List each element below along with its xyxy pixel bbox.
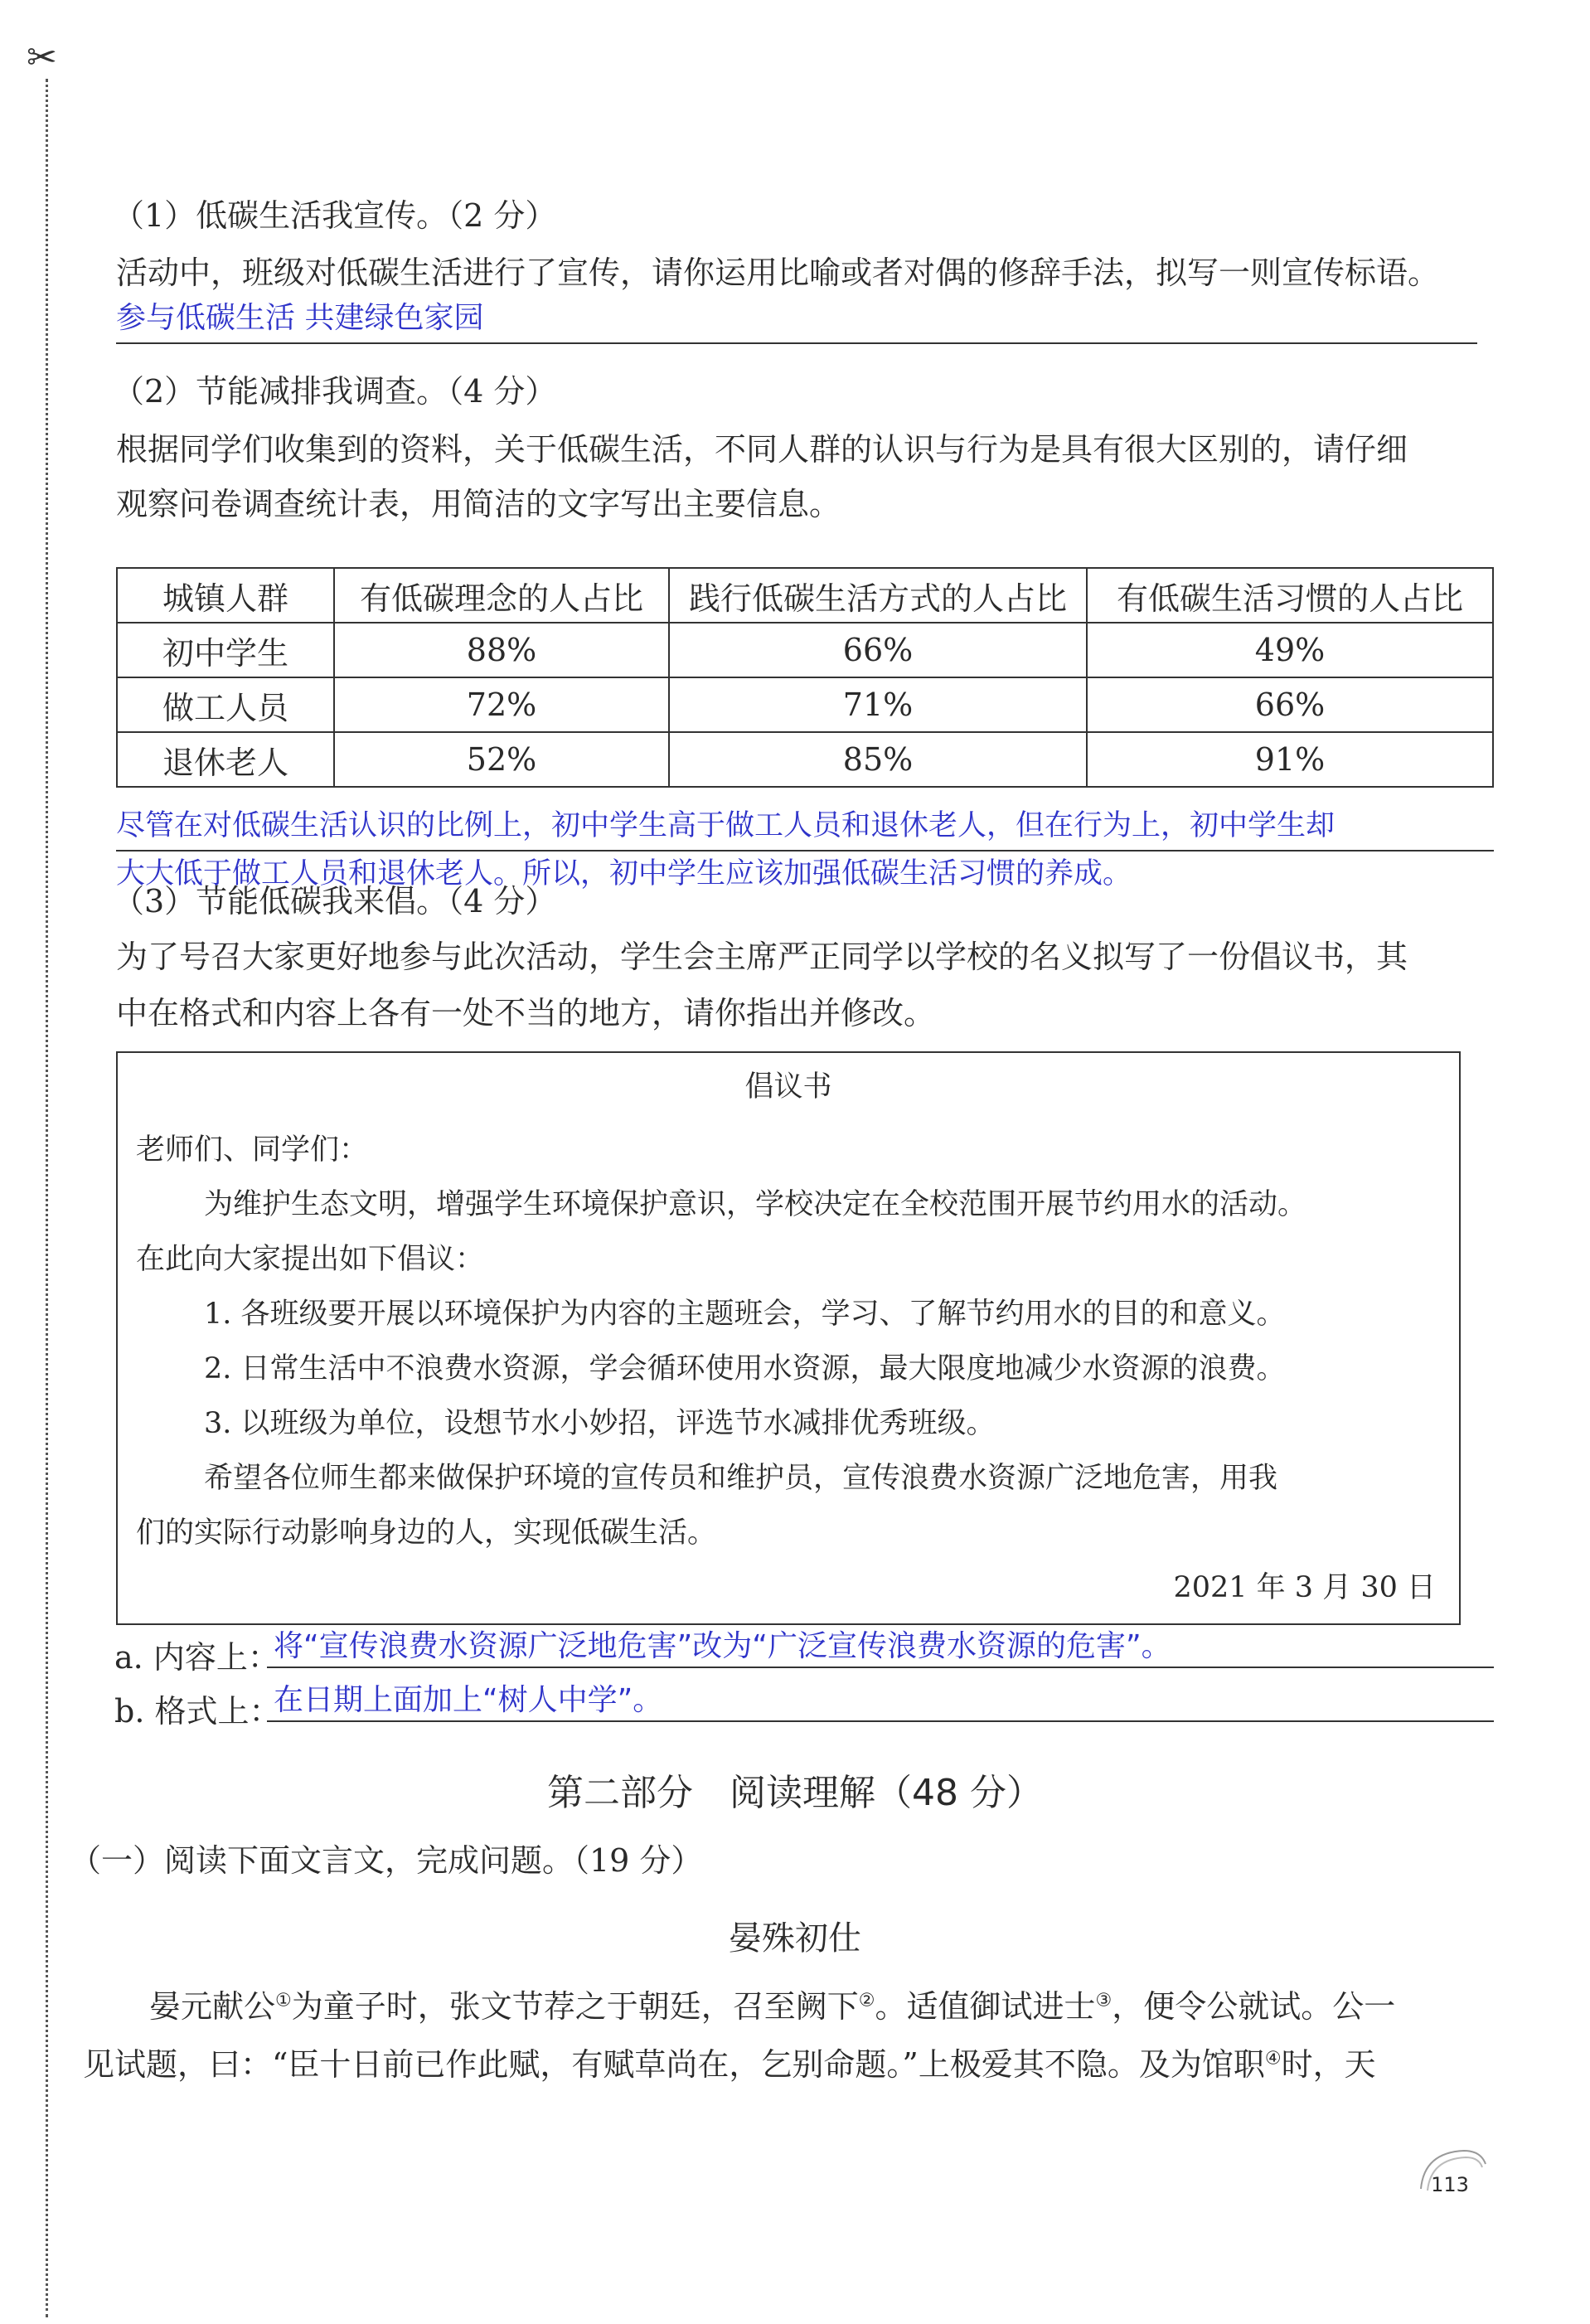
page-number: 113 bbox=[1431, 2173, 1469, 2196]
q3-b-answer: 在日期上面加上“树人中学”。 bbox=[274, 1683, 663, 1717]
q1-prompt: 活动中，班级对低碳生活进行了宣传，请你运用比喻或者对偶的修辞手法，拟写一则宣传标语。 bbox=[116, 255, 1440, 291]
table-cell: 72% bbox=[334, 677, 669, 732]
part2-heading: 第二部分 阅读理解（48 分） bbox=[547, 1772, 1043, 1814]
proposal-letter-box bbox=[116, 1051, 1461, 1625]
scissors-icon: ✂ bbox=[27, 36, 57, 79]
q2-answer-line1: 尽管在对低碳生活认识的比例上，初中学生高于做工人员和退休老人，但在行为上，初中学生却 bbox=[116, 809, 1336, 842]
letter-item1: 1. 各班级要开展以环境保护为内容的主题班会，学习、了解节约用水的目的和意义。 bbox=[204, 1298, 1286, 1331]
table-cell: 初中学生 bbox=[117, 623, 334, 677]
letter-salutation: 老师们、同学们： bbox=[136, 1133, 369, 1167]
q3-b-rule bbox=[267, 1720, 1494, 1722]
footnote-marker: ② bbox=[858, 1990, 875, 2011]
cut-line bbox=[46, 79, 48, 2317]
footnote-marker: ④ bbox=[1264, 2048, 1282, 2069]
passage-line1 bbox=[149, 1987, 1395, 2027]
q1-answer: 参与低碳生活 共建绿色家园 bbox=[116, 301, 484, 335]
table-row bbox=[117, 677, 1493, 732]
table-header: 城镇人群 bbox=[117, 568, 334, 623]
table-header: 有低碳理念的人占比 bbox=[334, 568, 669, 623]
table-cell: 49% bbox=[1087, 623, 1493, 677]
table-cell: 66% bbox=[1087, 677, 1493, 732]
q3-a-answer: 将“宣传浪费水资源广泛地危害”改为“广泛宣传浪费水资源的危害”。 bbox=[274, 1629, 1171, 1663]
table-cell: 91% bbox=[1087, 732, 1493, 787]
table-cell: 88% bbox=[334, 623, 669, 677]
table-header-row bbox=[117, 568, 1493, 623]
q2-prompt-line1: 根据同学们收集到的资料，关于低碳生活，不同人群的认识与行为是具有很大区别的，请仔细 bbox=[116, 431, 1408, 468]
letter-para1-line1: 为维护生态文明，增强学生环境保护意识，学校决定在全校范围开展节约用水的活动。 bbox=[204, 1188, 1307, 1221]
passage-text: 。适值御试进士 bbox=[875, 1988, 1096, 2025]
passage-text: 见试题，曰：“臣十日前已作此赋，有赋草尚在，乞别命题。”上极爱其不隐。及为馆职 bbox=[83, 2046, 1265, 2083]
passage-text: 时，天 bbox=[1281, 2046, 1376, 2083]
q1-answer-line bbox=[116, 342, 1477, 344]
footnote-marker: ③ bbox=[1095, 1990, 1113, 2011]
q1-heading: （1）低碳生活我宣传。（2 分） bbox=[113, 197, 557, 234]
survey-table bbox=[116, 567, 1494, 788]
letter-title: 倡议书 bbox=[744, 1070, 832, 1104]
q2-heading: （2）节能减排我调查。（4 分） bbox=[113, 373, 557, 410]
q2-answer-line2: 大大低于做工人员和退休老人。所以，初中学生应该加强低碳生活习惯的养成。 bbox=[116, 857, 1132, 890]
letter-item3: 3. 以班级为单位，设想节水小妙招，评选节水减排优秀班级。 bbox=[204, 1407, 996, 1440]
table-cell: 66% bbox=[669, 623, 1087, 677]
footnote-marker: ① bbox=[275, 1990, 292, 2011]
table-cell: 52% bbox=[334, 732, 669, 787]
letter-closing-line2: 们的实际行动影响身边的人，实现低碳生活。 bbox=[136, 1516, 717, 1550]
q3-a-rule bbox=[267, 1667, 1494, 1668]
q3-a-label: a. 内容上： bbox=[114, 1639, 279, 1676]
passage-text: 晏元献公 bbox=[149, 1988, 276, 2025]
table-row bbox=[117, 623, 1493, 677]
table-cell: 做工人员 bbox=[117, 677, 334, 732]
passage-text: 为童子时，张文节荐之于朝廷，召至阙下 bbox=[291, 1988, 859, 2025]
table-cell: 退休老人 bbox=[117, 732, 334, 787]
q3-b-label: b. 格式上： bbox=[114, 1693, 281, 1730]
q3-heading: （3）节能低碳我来倡。（4 分） bbox=[113, 883, 557, 919]
q2-prompt-line2: 观察问卷调查统计表，用简洁的文字写出主要信息。 bbox=[116, 486, 841, 522]
table-header: 践行低碳生活方式的人占比 bbox=[669, 568, 1087, 623]
passage-title: 晏殊初仕 bbox=[729, 1919, 861, 1958]
passage-text: ，便令公就试。公一 bbox=[1112, 1988, 1396, 2025]
letter-item2: 2. 日常生活中不浪费水资源，学会循环使用水资源，最大限度地减少水资源的浪费。 bbox=[204, 1352, 1286, 1385]
passage-line2 bbox=[83, 2045, 1376, 2085]
table-cell: 71% bbox=[669, 677, 1087, 732]
table-row bbox=[117, 732, 1493, 787]
table-header: 有低碳生活习惯的人占比 bbox=[1087, 568, 1493, 623]
part2-section1: （一）阅读下面文言文，完成问题。（19 分） bbox=[70, 1842, 703, 1879]
table-cell: 85% bbox=[669, 732, 1087, 787]
q3-prompt-line2: 中在格式和内容上各有一处不当的地方，请你指出并修改。 bbox=[116, 995, 936, 1031]
letter-closing-line1: 希望各位师生都来做保护环境的宣传员和维护员，宣传浪费水资源广泛地危害，用我 bbox=[204, 1462, 1278, 1495]
q3-prompt-line1: 为了号召大家更好地参与此次活动，学生会主席严正同学以学校的名义拟写了一份倡议书，其 bbox=[116, 939, 1408, 975]
letter-date: 2021 年 3 月 30 日 bbox=[1173, 1571, 1436, 1604]
letter-para1-line2: 在此向大家提出如下倡议： bbox=[136, 1243, 485, 1276]
